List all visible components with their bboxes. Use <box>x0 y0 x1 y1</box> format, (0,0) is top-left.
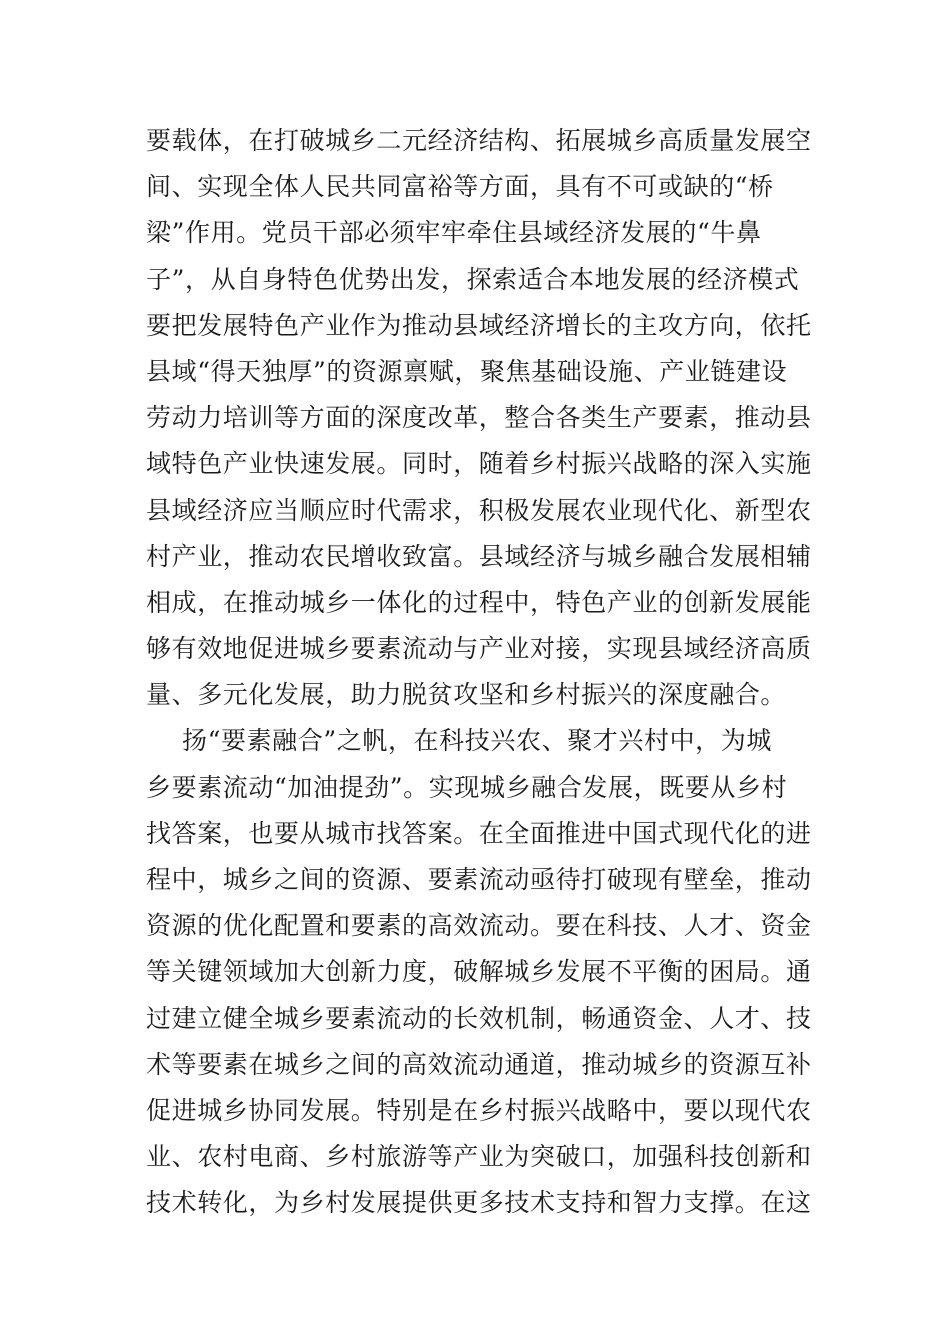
text-line: 村产业，推动农民增收致富。县域经济与城乡融合发展相辅 <box>146 541 812 571</box>
text-line: 技术转化，为乡村发展提供更多技术支持和智力支撑。在这 <box>146 1188 812 1218</box>
text-line: 资源的优化配置和要素的高效流动。要在科技、人才、资金 <box>146 911 812 941</box>
text-line: 域特色产业快速发展。同时，随着乡村振兴战略的深入实施 <box>146 449 812 479</box>
text-line: 劳动力培训等方面的深度改革，整合各类生产要素，推动县 <box>146 403 812 433</box>
text-line: 量、多元化发展，助力脱贫攻坚和乡村振兴的深度融合。 <box>146 680 787 710</box>
text-line: 子”，从自身特色优势出发，探索适合本地发展的经济模式 <box>146 264 800 294</box>
text-line: 过建立健全城乡要素流动的长效机制，畅通资金、人才、技 <box>146 1003 812 1033</box>
text-line: 要载体，在打破城乡二元经济结构、拓展城乡高质量发展空 <box>146 126 812 155</box>
text-line: 够有效地促进城乡要素流动与产业对接，实现县域经济高质 <box>146 634 812 664</box>
text-line: 要把发展特色产业作为推动县域经济增长的主攻方向，依托 <box>146 310 812 340</box>
text-line: 等关键领域加大创新力度，破解城乡发展不平衡的困局。通 <box>146 957 812 987</box>
text-line: 乡要素流动“加油提劲”。实现城乡融合发展，既要从乡村 <box>146 772 788 802</box>
text-line: 程中，城乡之间的资源、要素流动亟待打破现有壁垒，推动 <box>146 865 812 894</box>
text-line: 相成，在推动城乡一体化的过程中，特色产业的创新发展能 <box>146 587 812 617</box>
paragraph-start-line: 扬“要素融合”之帆，在科技兴农、聚才兴村中，为城 <box>182 726 772 756</box>
text-line: 找答案，也要从城市找答案。在全面推进中国式现代化的进 <box>146 818 812 848</box>
text-line: 县域“得天独厚”的资源禀赋，聚焦基础设施、产业链建设 <box>146 356 788 386</box>
text-line: 间、实现全体人民共同富裕等方面，具有不可或缺的“桥 <box>146 172 774 202</box>
body-text <box>146 118 812 1227</box>
text-line: 业、农村电商、乡村旅游等产业为突破口，加强科技创新和 <box>146 1142 812 1172</box>
text-line: 县域经济应当顺应时代需求，积极发展农业现代化、新型农 <box>146 495 812 525</box>
text-line: 促进城乡协同发展。特别是在乡村振兴战略中，要以现代农 <box>146 1095 812 1125</box>
text-line: 术等要素在城乡之间的高效流动通道，推动城乡的资源互补 <box>146 1049 812 1079</box>
text-line: 梁”作用。党员干部必须牢牢牵住县域经济发展的“牛鼻 <box>146 218 762 248</box>
